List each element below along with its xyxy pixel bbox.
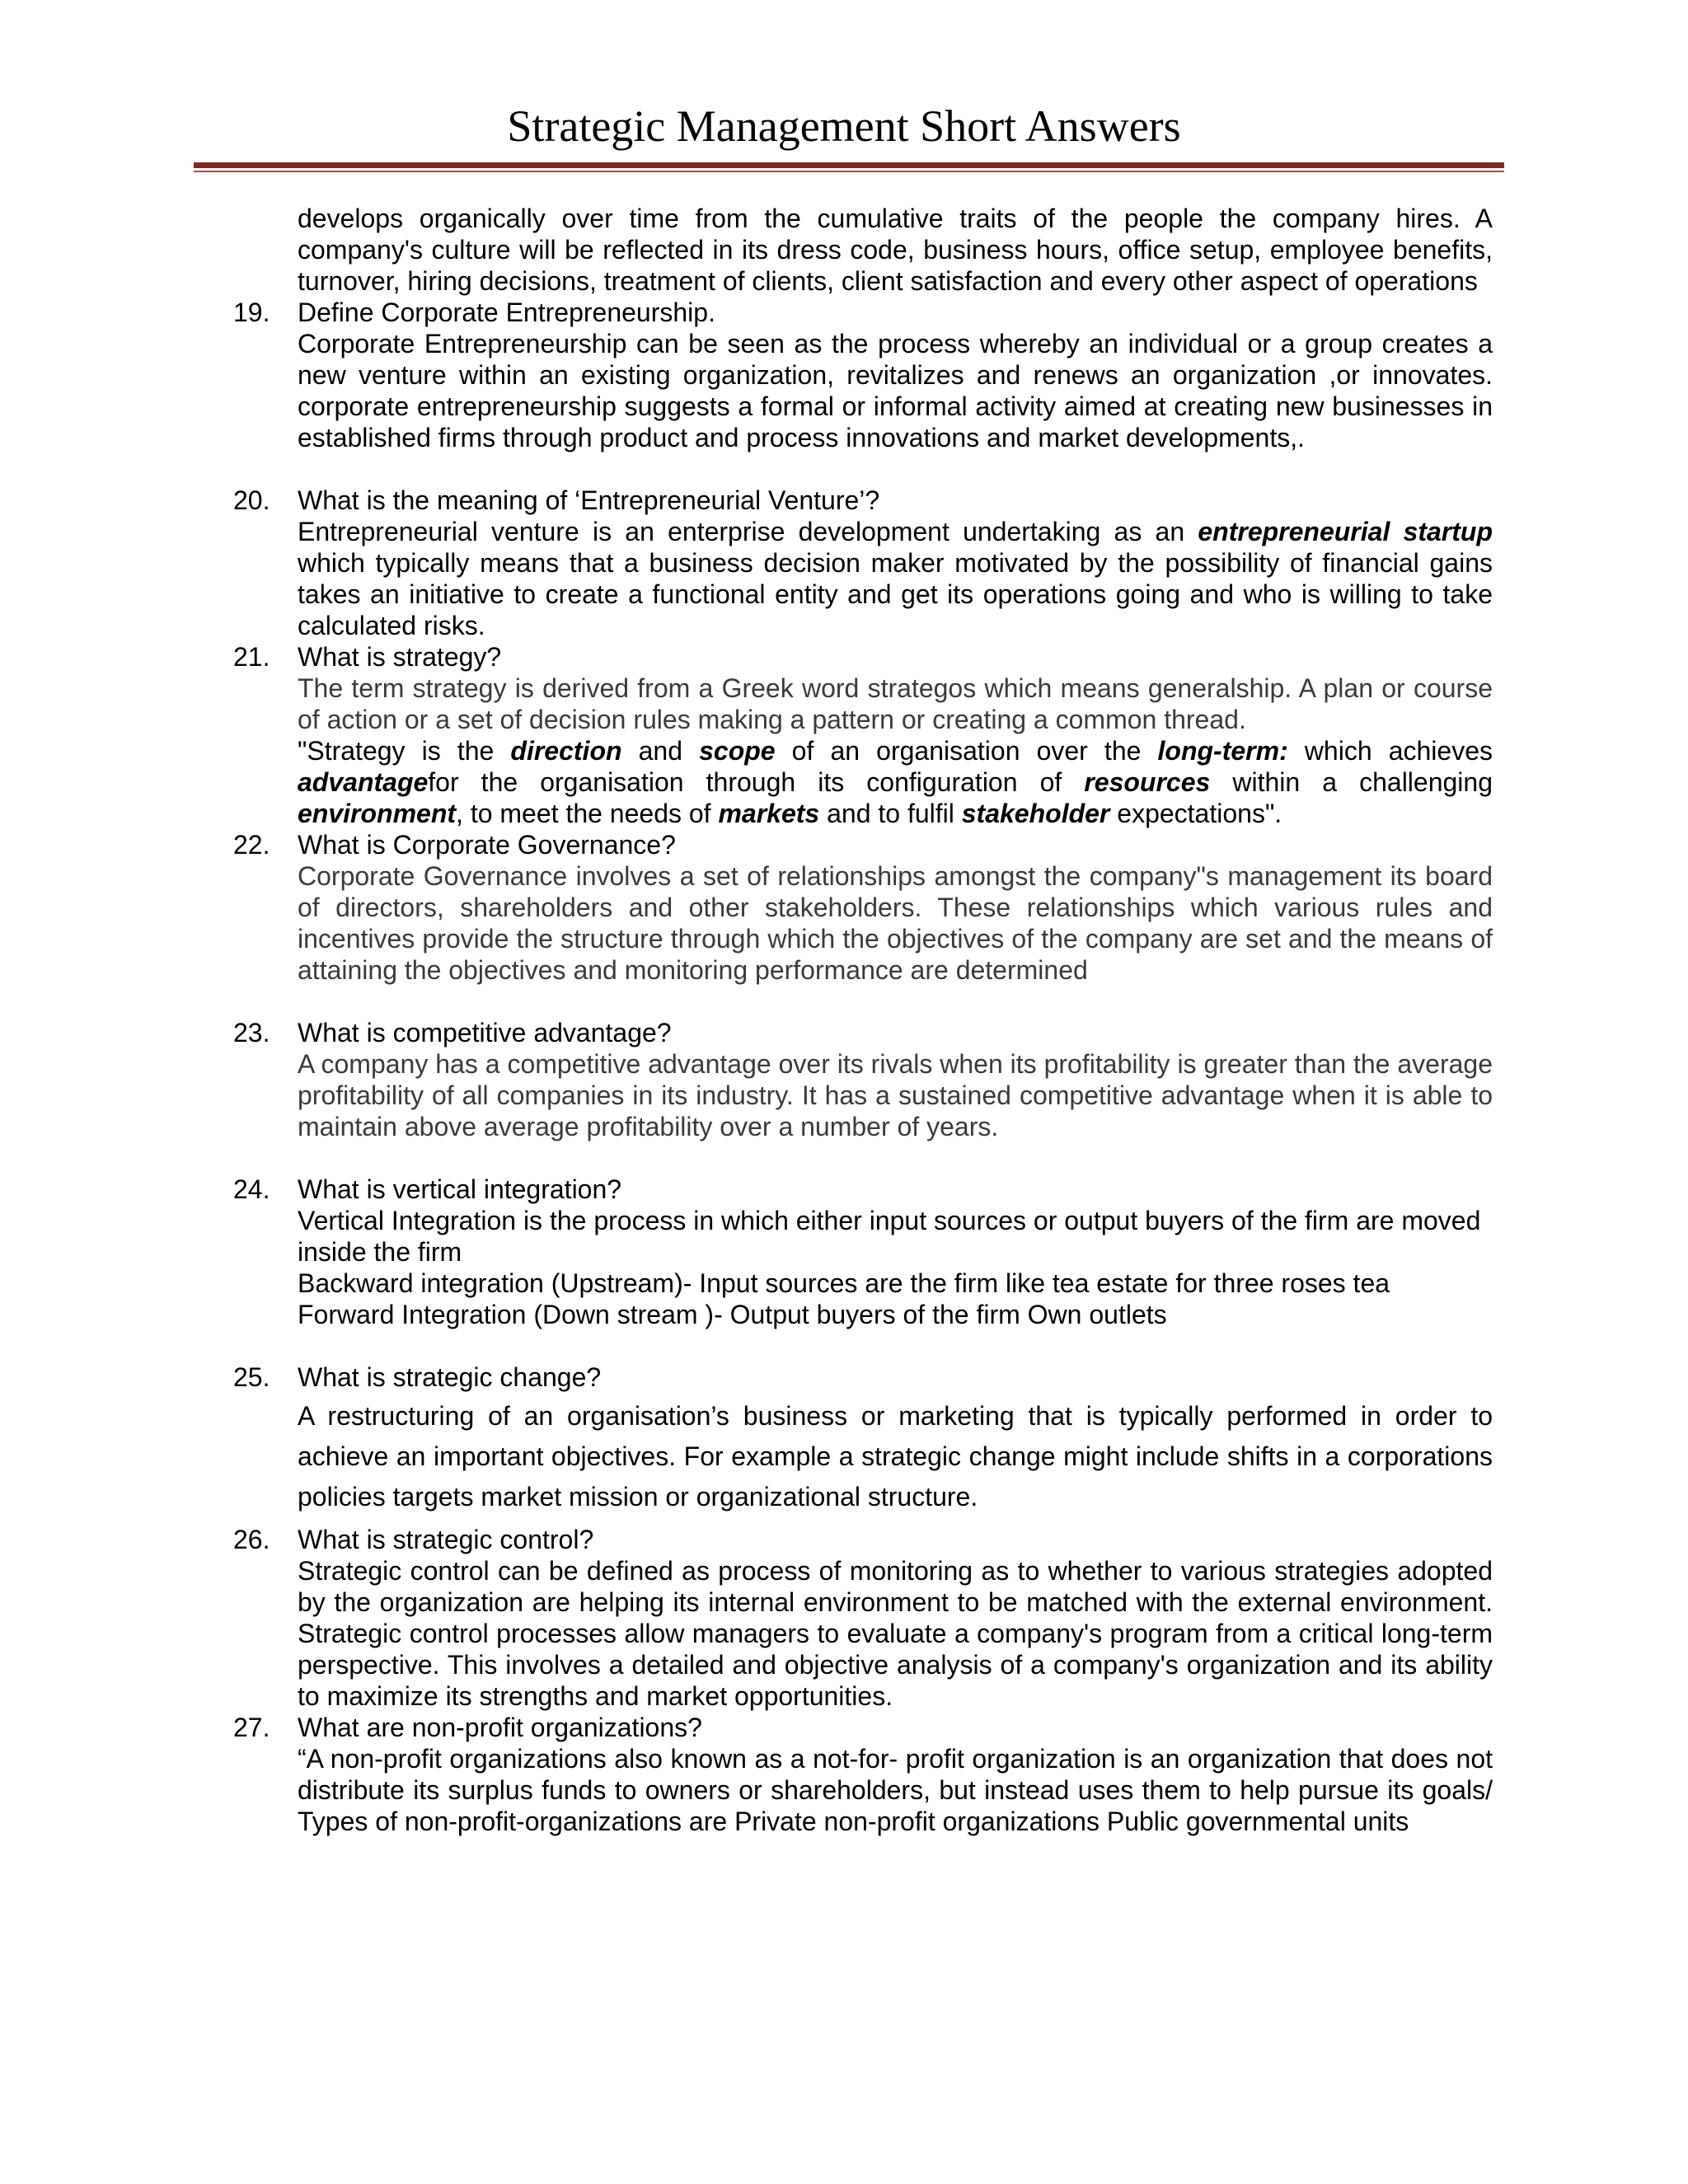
question-text: What is strategic control? xyxy=(298,1525,594,1554)
quote-text: within a challenging xyxy=(1210,767,1493,797)
answer-23: A company has a competitive advantage over its rivals when its profitability is greater than the average profitability of all companies in its industry. It has a sustained competitive advantage when it is able to maintain above average profitability over a number of years. xyxy=(298,1049,1493,1141)
header-rule-thick xyxy=(194,162,1504,168)
question-text: What is Corporate Governance? xyxy=(298,830,676,860)
quote-emphasis: direction xyxy=(510,736,622,766)
quote-emphasis: advantage xyxy=(298,767,429,797)
answer-24-forward: Forward Integration (Down stream )- Output buyers of the firm Own outlets xyxy=(298,1300,1167,1329)
quote-emphasis: long-term: xyxy=(1157,736,1288,766)
answer-24-definition: Vertical Integration is the process in which either input sources or output buyers of the firm are moved inside the firm xyxy=(298,1206,1481,1267)
question-text: What is competitive advantage? xyxy=(298,1018,672,1047)
question-26 xyxy=(233,1524,1493,1555)
question-22 xyxy=(233,829,1493,860)
header-rule-thin xyxy=(194,171,1504,172)
question-number: 24. xyxy=(233,1174,270,1204)
quote-emphasis: scope xyxy=(699,736,776,766)
spacer xyxy=(0,986,1688,1017)
spacer xyxy=(0,1330,1688,1361)
answer-22: Corporate Governance involves a set of relationships amongst the company"s management its board of directors, shareholders and other stakeholders. These relationships which various rules and incentives provide the structure through which the objectives of the company are set and the means of attaining the objectives and monitoring performance are determined xyxy=(298,861,1493,985)
question-number: 23. xyxy=(233,1018,270,1047)
quote-emphasis: stakeholder xyxy=(961,799,1110,828)
answer-21: The term strategy is derived from a Greek word strategos which means generalship. A plan or course of action or a set of decision rules making a pattern or creating a common thread. xyxy=(298,673,1493,734)
question-number: 20. xyxy=(233,485,270,515)
answer-25: A restructuring of an organisation’s business or marketing that is typically performed in order to achieve an important objectives. For example a strategic change might include shifts in a corporations policies targets market mission or organizational structure. xyxy=(298,1401,1493,1511)
question-number: 27. xyxy=(233,1713,270,1742)
quote-text: expectations". xyxy=(1109,799,1282,828)
quote-text: , to meet the needs of xyxy=(456,799,719,828)
quote-text: of an organisation over the xyxy=(775,736,1158,766)
answer-text: Entrepreneurial venture is an enterprise development undertaking as an xyxy=(298,517,1198,546)
question-24 xyxy=(233,1174,1493,1205)
quote-text: and xyxy=(621,736,700,766)
question-text: What is vertical integration? xyxy=(298,1174,622,1204)
quote-text: "Strategy is the xyxy=(298,736,511,766)
question-number: 22. xyxy=(233,830,270,860)
question-21 xyxy=(233,641,1493,673)
document-body xyxy=(0,203,1688,1837)
answer-24-backward: Backward integration (Upstream)- Input sources are the firm like tea estate for three roses tea xyxy=(298,1268,1390,1298)
answer-emphasis: entrepreneurial startup xyxy=(1198,517,1493,546)
question-number: 21. xyxy=(233,642,270,672)
page-header-title: Strategic Management Short Answers xyxy=(507,101,1181,151)
quote-emphasis: resources xyxy=(1084,767,1211,797)
question-number: 19. xyxy=(233,298,270,327)
answer-text: which typically means that a business decision maker motivated by the possibility of financial gains takes an initiative to create a functional entity and get its operations going and who is willing to take calculated risks. xyxy=(298,548,1493,640)
question-text: Define Corporate Entrepreneurship. xyxy=(298,298,715,327)
quote-emphasis: environment xyxy=(298,799,457,828)
quote-text: and to fulfil xyxy=(819,799,962,828)
answer-20 xyxy=(298,516,1493,641)
question-text: What is the meaning of ‘Entrepreneurial Venture’? xyxy=(298,485,880,515)
continued-answer-text: develops organically over time from the cumulative traits of the people the company hires. A company's culture will be reflected in its dress code, business hours, office setup, employee benefits, turnover, hiring decisions, treatment of clients, client satisfaction and every other aspect of operations xyxy=(298,204,1493,296)
spacer xyxy=(0,1142,1688,1174)
spacer xyxy=(0,1517,1688,1524)
question-27 xyxy=(233,1712,1493,1743)
answer-19: Corporate Entrepreneurship can be seen as the process whereby an individual or a group creates a new venture within an existing organization, revitalizes and renews an organization ,or innovates. corporate entrepreneurship suggests a formal or informal activity aimed at creating new businesses in established firms through product and process innovations and market developments,. xyxy=(298,329,1493,452)
quote-text: for the organisation through its configuration of xyxy=(428,767,1085,797)
question-text: What are non-profit organizations? xyxy=(298,1713,702,1742)
answer-27: “A non-profit organizations also known as a not-for- profit organization is an organization that does not distribute its surplus funds to owners or shareholders, but instead uses them to help pursue its goals/ Types of non-profit-organizations are Private non-profit organizations Public governmental units xyxy=(298,1744,1493,1836)
question-number: 25. xyxy=(233,1362,270,1392)
question-23 xyxy=(233,1017,1493,1048)
quote-text: which achieves xyxy=(1287,736,1493,766)
quote-emphasis: markets xyxy=(718,799,820,828)
question-text: What is strategic change? xyxy=(298,1362,602,1392)
spacer xyxy=(0,453,1688,485)
question-20 xyxy=(233,485,1493,516)
question-text: What is strategy? xyxy=(298,642,502,672)
question-19 xyxy=(233,297,1493,328)
question-25 xyxy=(233,1361,1493,1393)
answer-26: Strategic control can be defined as process of monitoring as to whether to various strategies adopted by the organization are helping its internal environment to be matched with the external environment. Strategic control processes allow managers to evaluate a company's program from a critical long-term perspective. This involves a detailed and objective analysis of a company's organization and its ability to maximize its strengths and market opportunities. xyxy=(298,1556,1493,1711)
strategy-quote xyxy=(298,735,1493,829)
question-number: 26. xyxy=(233,1525,270,1554)
